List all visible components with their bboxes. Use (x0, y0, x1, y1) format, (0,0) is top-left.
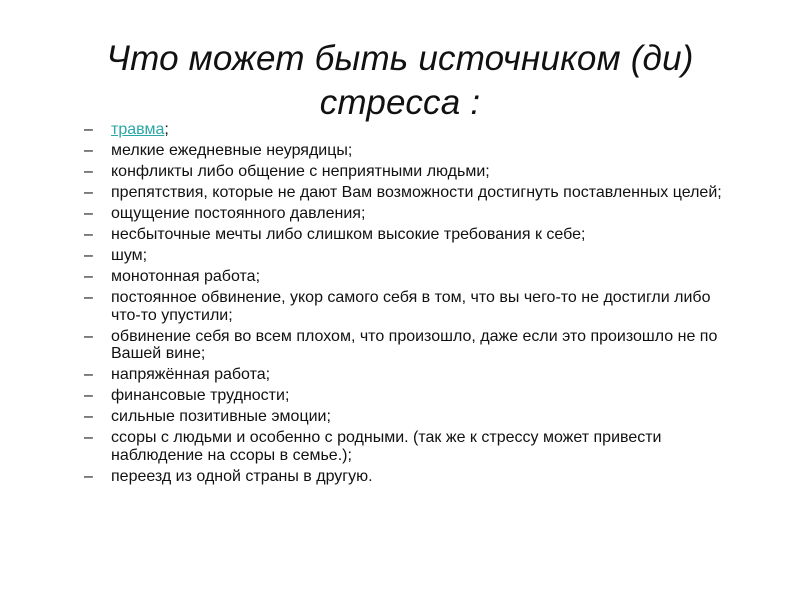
list-item-text: постоянное обвинение, укор самого себя в том, что вы чего-то не достигли либо что-то упустили; (111, 289, 711, 324)
bullet-dash: – (84, 408, 93, 425)
list-item-text: ссоры с людьми и особенно с родными. (так же к стрессу может привести наблюдение на ссоры в семье.); (111, 429, 662, 464)
list-item (84, 408, 744, 426)
bullet-dash: – (84, 142, 93, 159)
list-item-text: сильные позитивные эмоции; (111, 408, 331, 425)
list-item (84, 163, 744, 181)
list-item (84, 328, 744, 363)
list-item-text: ощущение постоянного давления; (111, 205, 366, 222)
list-item-text: конфликты либо общение с неприятными людьми; (111, 163, 490, 180)
list-item-text: монотонная работа; (111, 268, 261, 285)
bullet-dash: – (84, 467, 93, 485)
list-item (84, 268, 744, 286)
bullet-dash: – (84, 163, 93, 180)
bullet-dash: – (84, 429, 93, 446)
list-item-text: препятствия, которые не дают Вам возможности достигнуть поставленных целей; (111, 184, 722, 201)
list-item (84, 366, 744, 384)
list-item-text: ; (164, 121, 169, 138)
bullet-dash: – (84, 226, 93, 243)
bullet-dash: – (84, 366, 93, 383)
list-item-text: напряжённая работа; (111, 366, 271, 383)
list-item (84, 142, 744, 160)
list-item (84, 387, 744, 405)
bullet-dash: – (84, 289, 93, 306)
list-item-text: шум; (111, 247, 148, 264)
slide-title-line-1: Что может быть источником (ди) (106, 39, 694, 79)
bullet-dash: – (84, 247, 93, 264)
list-item-text: несбыточные мечты либо слишком высокие требования к себе; (111, 226, 586, 243)
list-item (84, 247, 744, 265)
list-item (84, 429, 744, 464)
trauma-link[interactable]: травма (111, 121, 165, 138)
bullet-dash: – (84, 268, 93, 285)
list-item (84, 289, 744, 324)
slide-title (60, 37, 740, 125)
list-item (84, 468, 744, 486)
list-item (84, 121, 744, 139)
list-item-text: мелкие ежедневные неурядицы; (111, 142, 353, 159)
stress-sources-list (84, 121, 744, 489)
list-item (84, 205, 744, 223)
bullet-dash: – (84, 121, 93, 138)
slide-title-line-2: стресса : (319, 83, 481, 123)
list-item-text: обвинение себя во всем плохом, что произошло, даже если это произошло не по Вашей вине; (111, 327, 718, 362)
bullet-dash: – (84, 327, 93, 345)
list-item (84, 226, 744, 244)
list-item-text: финансовые трудности; (111, 387, 290, 404)
list-item-text: переезд из одной страны в другую. (111, 467, 373, 485)
bullet-dash: – (84, 184, 93, 201)
bullet-dash: – (84, 205, 93, 222)
list-item (84, 184, 744, 202)
bullet-dash: – (84, 387, 93, 404)
